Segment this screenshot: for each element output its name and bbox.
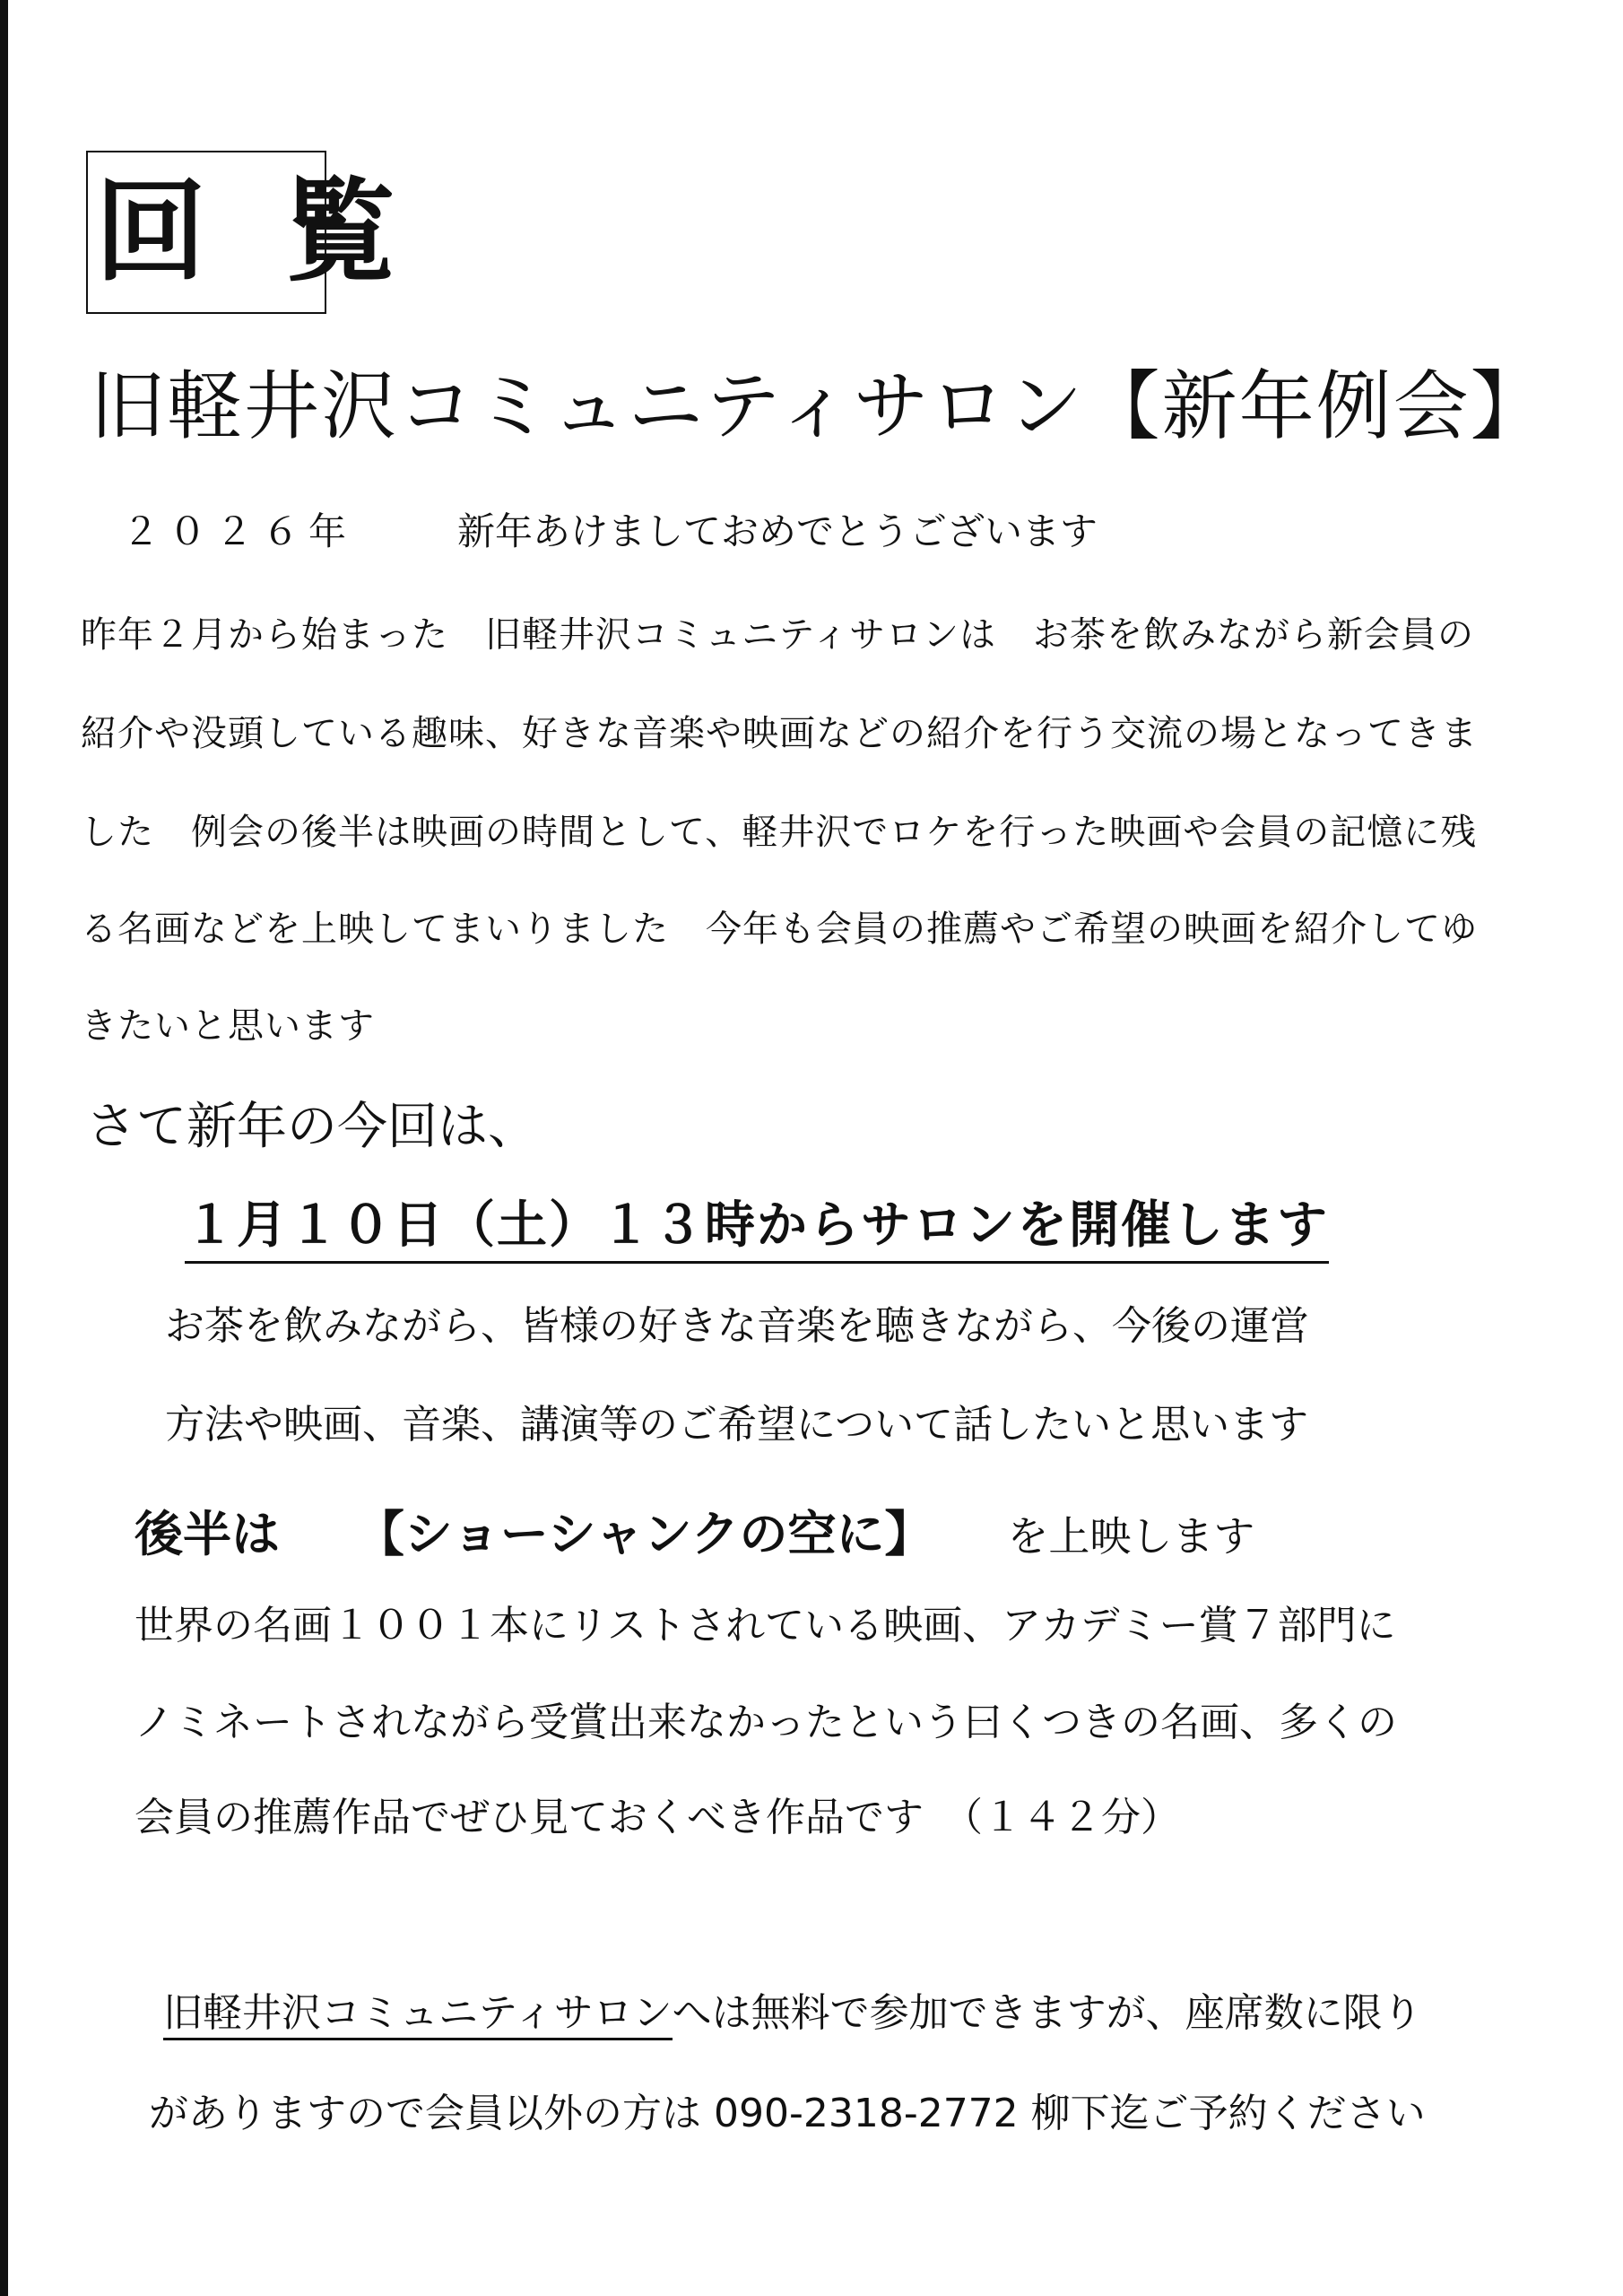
salon-name: 旧軽井沢コミュニティサロン xyxy=(163,1990,673,2040)
intro-line-3: した 例会の後半は映画の時間として、軽井沢でロケを行った映画や会員の記憶に残 xyxy=(81,812,1478,853)
notice-line-2: がありますので会員以外の方は 090-2318-2772 柳下迄ご予約ください xyxy=(149,2091,1426,2136)
feature-announcement xyxy=(135,1496,1254,1565)
intro-line-1: 昨年２月から始まった 旧軽井沢コミュニティサロンは お茶を飲みながら新会員の xyxy=(81,614,1474,656)
intro-line-5: きたいと思います xyxy=(81,1005,375,1047)
intro-line-2: 紹介や没頭している趣味、好きな音楽や映画などの紹介を行う交流の場となってきま xyxy=(81,713,1478,754)
intro-line-4: る名画などを上映してまいりました 今年も会員の推薦やご希望の映画を紹介してゆ xyxy=(81,909,1478,950)
greeting-message: 新年あけましておめでとうございます xyxy=(457,509,1098,553)
page-title: 旧軽井沢コミュニティサロン【新年例会】 xyxy=(90,362,1548,450)
greeting-year: ２０２６年 xyxy=(122,509,356,553)
feature-prefix: 後半は xyxy=(135,1506,280,1562)
movie-description-line-3: 会員の推薦作品でぜひ見ておくべき作品です （１４２分） xyxy=(135,1795,1180,1840)
scan-edge xyxy=(0,0,8,2296)
lead-heading: さて新年の今回は、 xyxy=(86,1098,538,1156)
feature-movie-title: 【ショーシャンクの空に】 xyxy=(355,1506,933,1562)
program-line-2: 方法や映画、音楽、講演等のご希望について話したいと思います xyxy=(165,1402,1309,1448)
circulation-stamp-label: 回 覧 xyxy=(95,167,416,297)
feature-suffix: を上映します xyxy=(1007,1512,1255,1561)
movie-description-line-1: 世界の名画１００１本にリストされている映画、アカデミー賞７部門に xyxy=(135,1603,1396,1648)
notice-line-1-rest: へは無料で参加できますが、座席数に限り xyxy=(672,1990,1422,2036)
program-line-1: お茶を飲みながら、皆様の好きな音楽を聴きながら、今後の運営 xyxy=(165,1303,1309,1349)
circulation-stamp-box xyxy=(86,151,416,314)
movie-description-line-2: ノミネートされながら受賞出来なかったという曰くつきの名画、多くの xyxy=(135,1700,1397,1745)
event-date-heading: １月１０日（土）１３時からサロンを開催します xyxy=(185,1186,1329,1264)
notice-line-1 xyxy=(163,1980,1422,2038)
